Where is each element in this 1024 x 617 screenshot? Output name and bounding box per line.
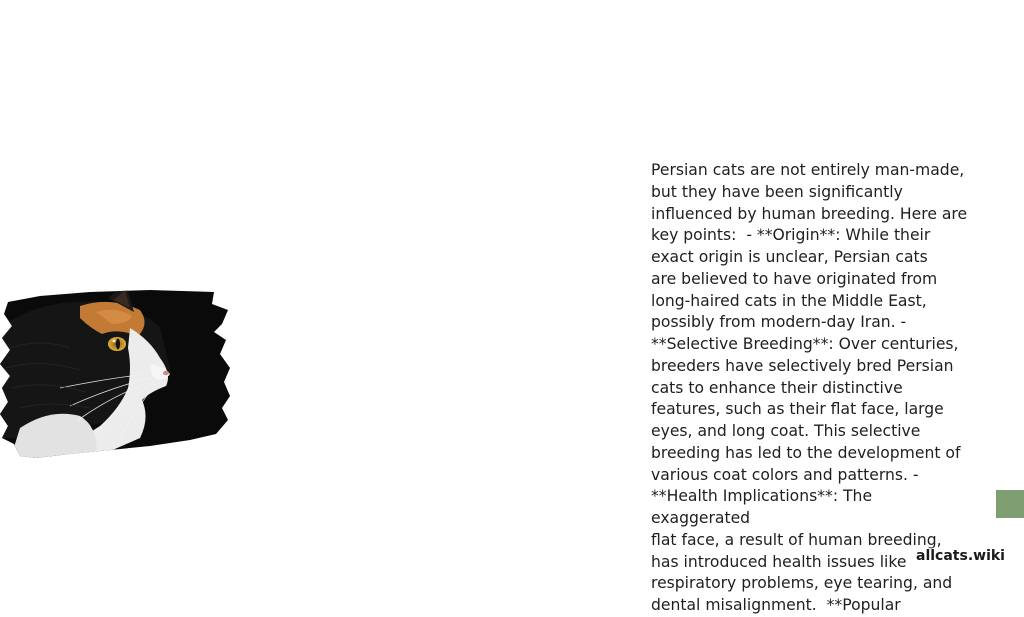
article-text: Persian cats are not entirely man-made, but they have been significantly influenced by human breeding. Here are key points: - **Origin**: While their exact origin is unclear, Persian cats are believed to have originated from long-haired cats in the Middle East, possibly from modern-day Iran. - **Selective Breeding**: Over centuries, breeders have selectively bred Persian cats to enhance their distinctive features, such as their flat face, large eyes, and long coat. This selective breeding has led to the development of various coat colors and patterns. - **Health Implications**: The exaggerated flat face, a result of human breeding, has introduced health issues like respiratory problems, eye tearing, and dental misalignment. **Popular xyxy=(651,161,968,614)
cat-image xyxy=(0,288,232,460)
accent-block xyxy=(996,490,1024,518)
site-watermark[interactable]: allcats.wiki xyxy=(916,548,1005,564)
